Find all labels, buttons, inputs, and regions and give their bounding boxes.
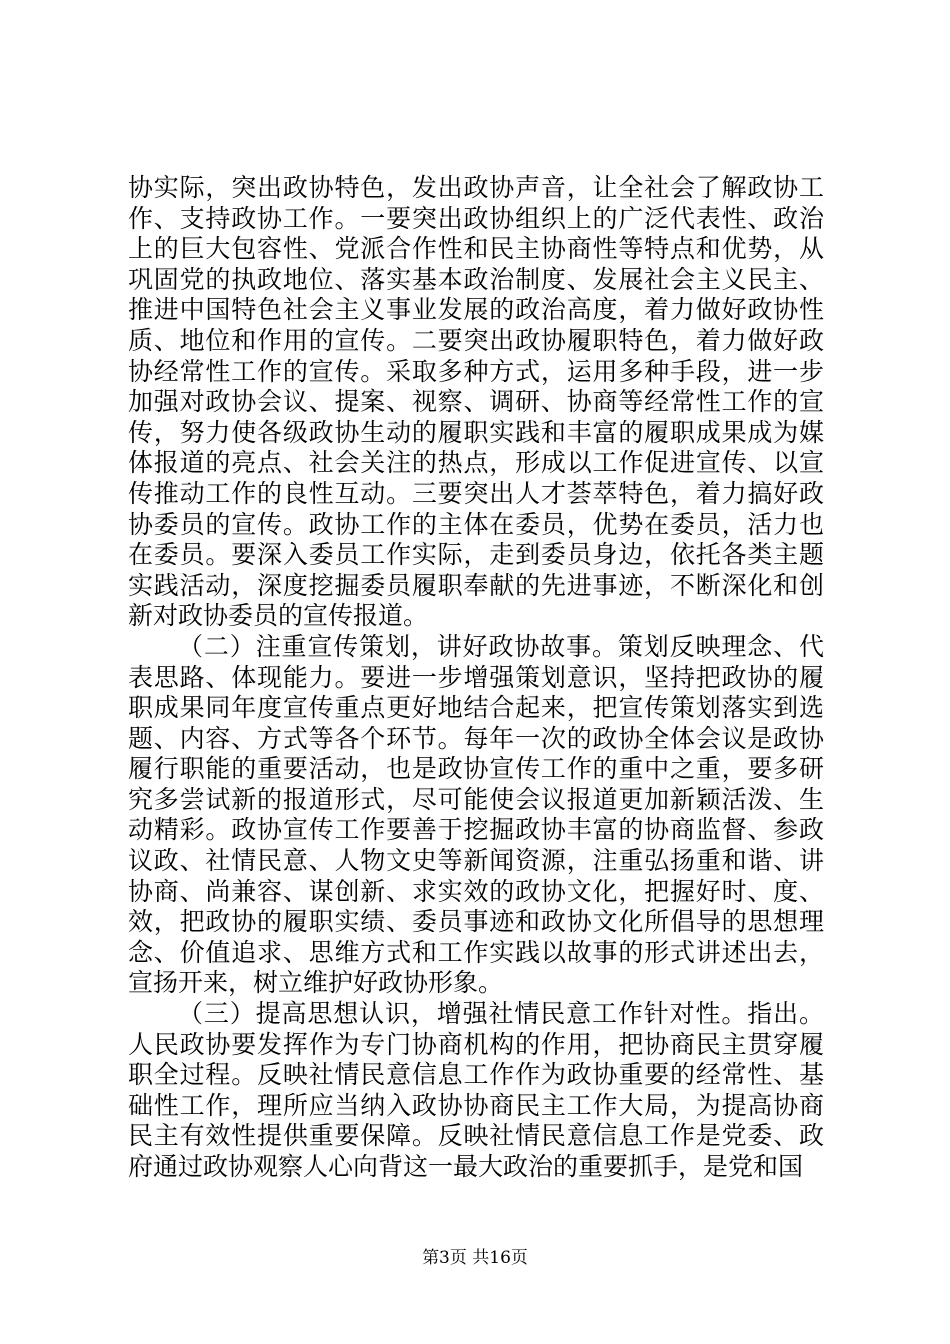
- page-footer: 第3页 共16页: [422, 1248, 528, 1268]
- paragraph-2: （二）注重宣传策划，讲好政协故事。策划反映理念、代表思路、体现能力。要进一步增强策划意识，坚持把政协的履职成果同年度宣传重点更好地结合起来，把宣传策划落实到选题、内容、方式等各个环节。每年一次的政协全体会议是政协履行职能的重要活动，也是政协宣传工作的重中之重，要多研究多尝试新的报道形式，尽可能使会议报道更加新颖活泼、生动精彩。政协宣传工作要善于挖掘政协丰富的协商监督、参政议政、社情民意、人物文史等新闻资源，注重弘扬重和谐、讲协商、尚兼容、谋创新、求实效的政协文化，把握好时、度、效，把政协的履职实绩、委员事迹和政协文化所倡导的思想理念、价值追求、思维方式和工作实践以故事的形式讲述出去，宣扬开来，树立维护好政协形象。: [128, 631, 824, 998]
- document-body: [128, 173, 824, 1183]
- paragraph-3: （三）提高思想认识，增强社情民意工作针对性。指出。人民政协要发挥作为专门协商机构的作用，把协商民主贯穿履职全过程。反映社情民意信息工作作为政协重要的经常性、基础性工作，理所应当纳入政协协商民主工作大局，为提高协商民主有效性提供重要保障。反映社情民意信息工作是党委、政府通过政协观察人心向背这一最大政治的重要抓手，是党和国: [128, 999, 824, 1181]
- paragraph-1: 协实际，突出政协特色，发出政协声音，让全社会了解政协工作、支持政协工作。一要突出政协组织上的广泛代表性、政治上的巨大包容性、党派合作性和民主协商性等特点和优势，从巩固党的执政地位、落实基本政治制度、发展社会主义民主、推进中国特色社会主义事业发展的政治高度，着力做好政协性质、地位和作用的宣传。二要突出政协履职特色，着力做好政协经常性工作的宣传。采取多种方式，运用多种手段，进一步加强对政协会议、提案、视察、调研、协商等经常性工作的宣传，努力使各级政协生动的履职实践和丰富的履职成果成为媒体报道的亮点、社会关注的热点，形成以工作促进宣传、以宣传推动工作的良性互动。三要突出人才荟萃特色，着力搞好政协委员的宣传。政协工作的主体在委员，优势在委员，活力也在委员。要深入委员工作实际，走到委员身边，依托各类主题实践活动，深度挖掘委员履职奉献的先进事迹，不断深化和创新对政协委员的宣传报道。: [128, 173, 824, 631]
